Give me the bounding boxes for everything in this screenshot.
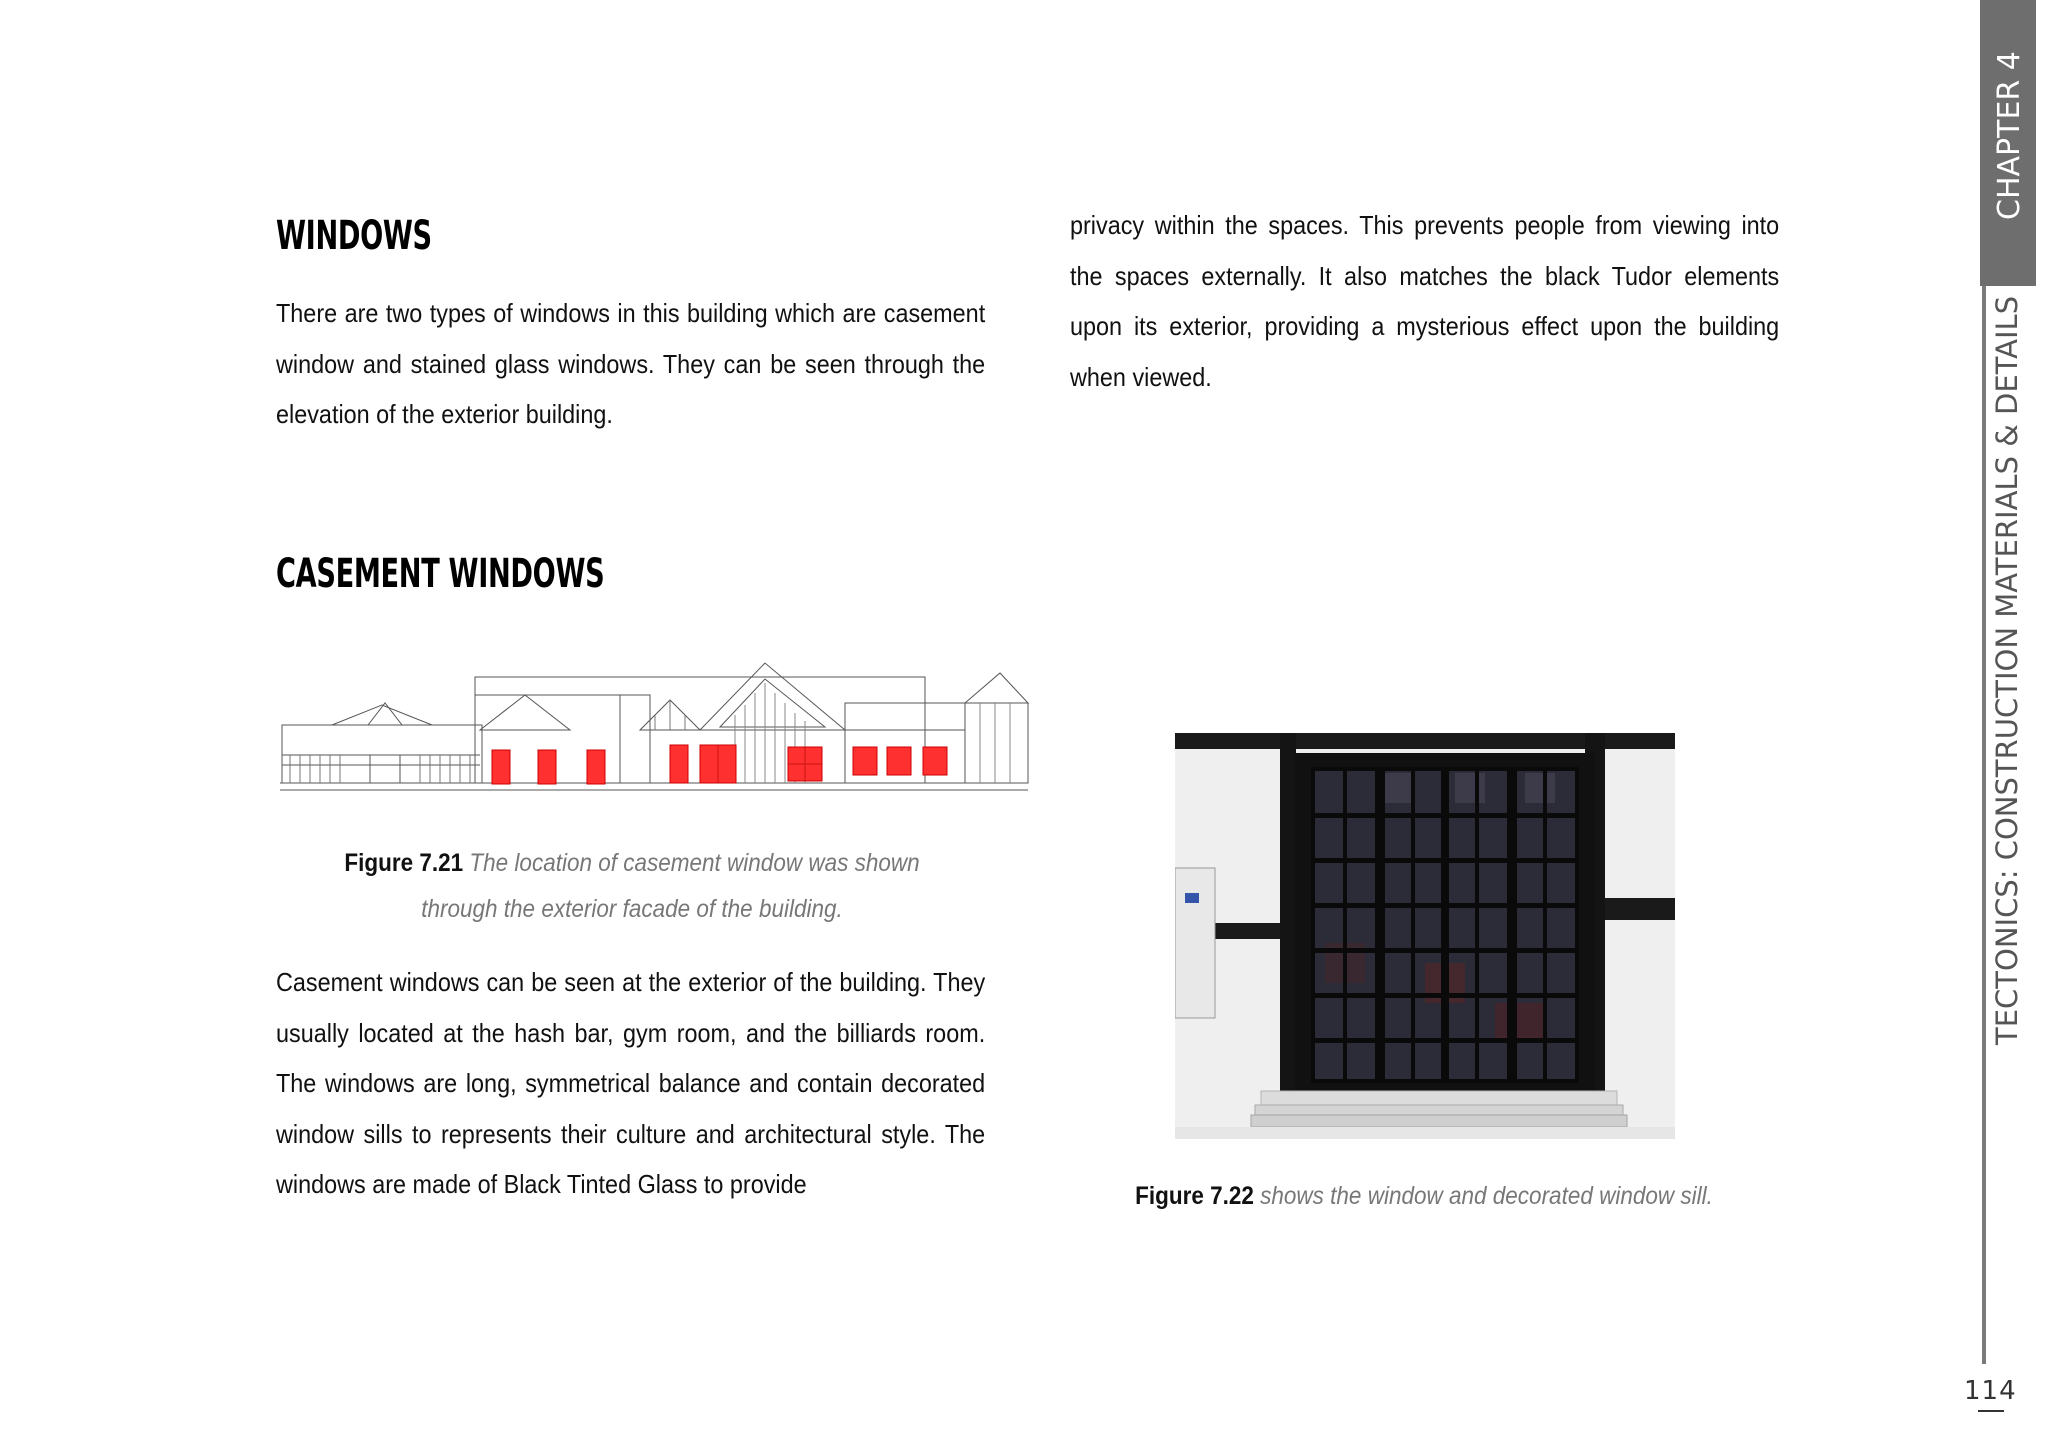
casement-windows-heading: CASEMENT WINDOWS (276, 551, 605, 597)
page-number: 114 (1964, 1376, 2017, 1406)
sidebar-divider (1982, 286, 1986, 1364)
window-photo (1175, 733, 1675, 1139)
section-title: TECTONICS: CONSTRUCTION MATERIALS & DETAILS (1990, 295, 2024, 1045)
windows-heading: WINDOWS (276, 213, 432, 259)
casement-paragraph: Casement windows can be seen at the exterior of the building. They usually located at the hash bar, gym room, and the billiards room. The windows are long, symmetrical balance and contain decorated window sills to represents their culture and architectural style. The windows are made of Black Tinted Glass to provide (276, 967, 986, 1199)
windows-intro-paragraph: There are two types of windows in this building which are casement window and stained glass windows. They can be seen through the elevation of the exterior building. (276, 298, 986, 429)
figure-7-21-caption (312, 840, 953, 932)
figure-7-22-text: shows the window and decorated window sill. (1260, 1182, 1713, 1210)
figure-7-21-label: Figure 7.21 (344, 849, 464, 877)
chapter-label: CHAPTER 4 (1992, 51, 2027, 220)
page-number-underline (1978, 1410, 2004, 1412)
figure-7-22-label: Figure 7.22 (1135, 1182, 1254, 1210)
right-column-paragraph: privacy within the spaces. This prevents people from viewing into the spaces externally. It also matches the black Tudor elements upon its exterior, providing a mysterious effect upon the building when viewed. (1070, 210, 1780, 392)
figure-7-21-text: The location of casement window was shown through the exterior facade of the building. (421, 849, 920, 923)
figure-7-22-caption (1105, 1173, 1742, 1219)
facade-elevation-drawing (280, 655, 1030, 795)
